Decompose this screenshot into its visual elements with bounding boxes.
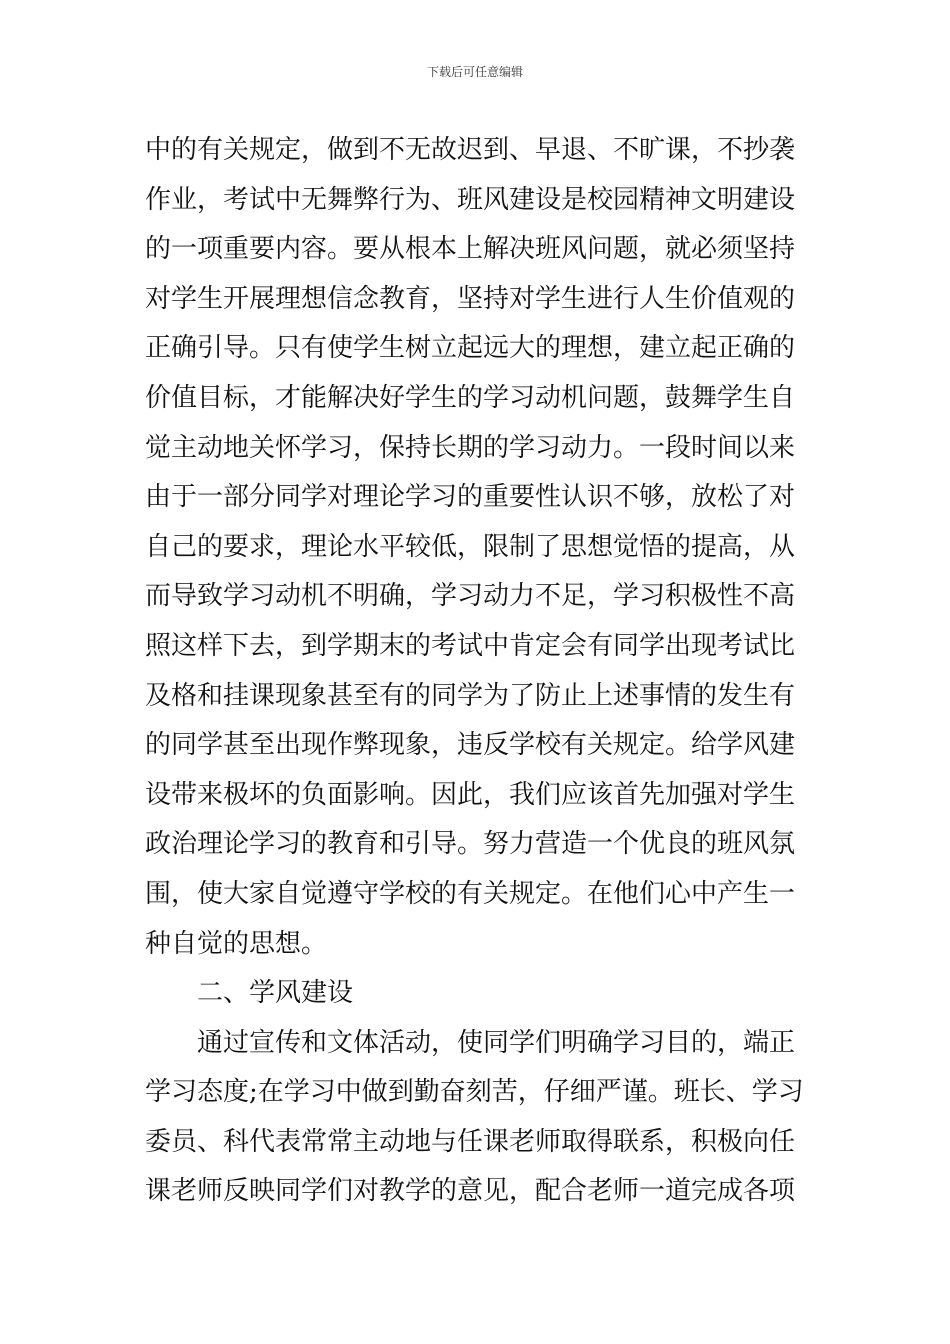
text-line: 正确引导。只有使学生树立起远大的理想，建立起正确的 [145,333,796,364]
text-line: 的同学甚至出现作弊现象，违反学校有关规定。给学风建 [145,730,796,761]
text-line: 种自觉的思想。 [145,928,328,959]
text-line: 委员、科代表常常主动地与任课老师取得联系，积极向任 [145,1126,796,1157]
document-body [145,126,815,1217]
text-line: 围，使大家自觉遵守学校的有关规定。在他们心中产生一 [145,878,796,909]
text-line: 的一项重要内容。要从根本上解决班风问题，就必须坚持 [145,234,796,265]
text-line: 学习态度;在学习中做到勤奋刻苦，仔细严谨。班长、学习 [145,1077,804,1108]
text-line: 通过宣传和文体活动，使同学们明确学习目的，端正 [197,1027,796,1058]
text-line: 觉主动地关怀学习，保持长期的学习动力。一段时间以来 [145,432,796,463]
text-line: 政治理论学习的教育和引导。努力营造一个优良的班风氛 [145,829,796,860]
text-line: 及格和挂课现象甚至有的同学为了防止上述事情的发生有 [145,680,796,711]
text-line: 由于一部分同学对理论学习的重要性认识不够，放松了对 [145,482,796,513]
text-line: 价值目标，才能解决好学生的学习动机问题，鼓舞学生自 [145,382,796,413]
text-line: 中的有关规定，做到不无故迟到、早退、不旷课，不抄袭 [145,135,796,165]
text-line: 而导致学习动机不明确，学习动力不足，学习积极性不高 [145,581,796,612]
text-line: 照这样下去，到学期末的考试中肯定会有同学出现考试比 [145,630,796,661]
text-line: 设带来极坏的负面影响。因此，我们应该首先加强对学生 [145,779,796,810]
page-header: 下载后可任意编辑 [426,65,523,79]
text-line: 课老师反映同学们对教学的意见，配合老师一道完成各项 [145,1176,796,1207]
text-line: 作业，考试中无舞弊行为、班风建设是校园精神文明建设 [145,184,796,215]
text-line: 自己的要求，理论水平较低，限制了思想觉悟的提高，从 [145,531,796,562]
section-heading: 二、学风建设 [197,978,354,1009]
text-line: 对学生开展理想信念教育，坚持对学生进行人生价值观的 [145,283,796,314]
